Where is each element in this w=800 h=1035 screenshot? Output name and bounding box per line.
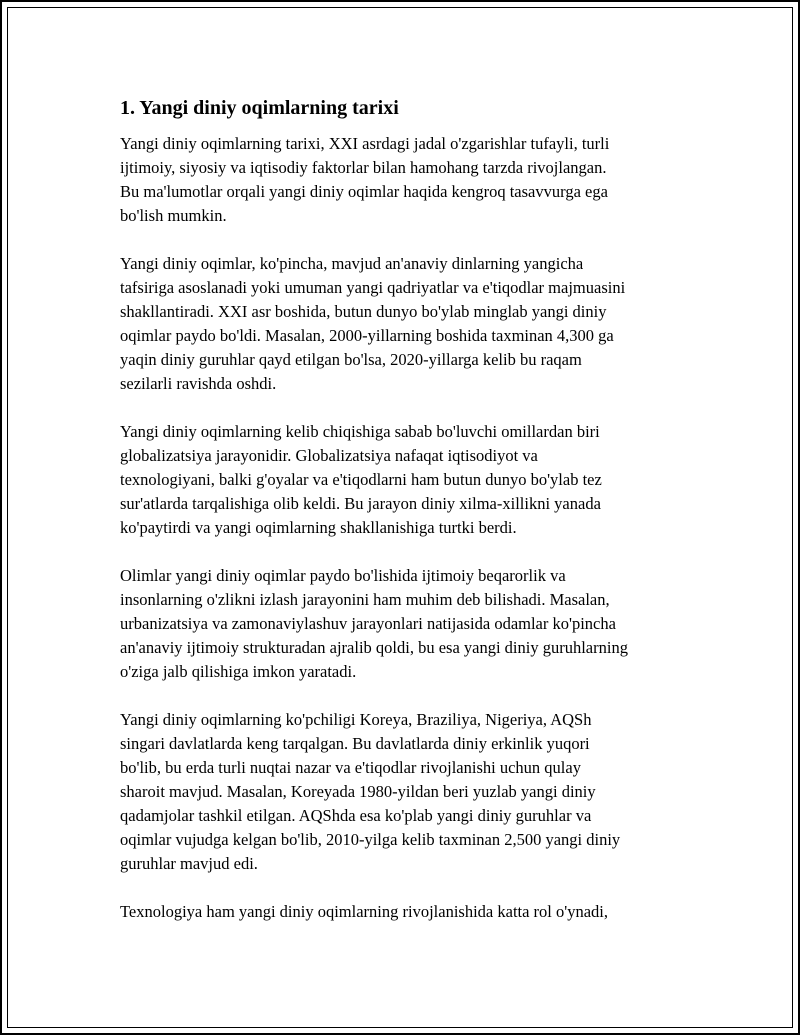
text-line: oqimlar vujudga kelgan bo'lib, 2010-yilga kelib taxminan 2,500 yangi diniy — [120, 830, 621, 849]
text-line: bo'lib, bu erda turli nuqtai nazar va e'tiqodlar rivojlanishi uchun qulay — [120, 758, 581, 777]
text-line: an'anaviy ijtimoiy strukturadan ajralib qoldi, bu esa yangi diniy guruhlarning — [120, 638, 628, 657]
paragraph-2 — [120, 252, 700, 396]
text-line: shakllantiradi. XXI asr boshida, butun dunyo bo'ylab minglab yangi diniy — [120, 302, 607, 321]
text-line: sezilarli ravishda oshdi. — [120, 374, 277, 393]
text-line: tafsiriga asoslanadi yoki umuman yangi qadriyatlar va e'tiqodlar majmuasini — [120, 278, 626, 297]
text-line: Yangi diniy oqimlarning kelib chiqishiga sabab bo'luvchi omillardan biri — [120, 422, 600, 441]
text-line: sharoit mavjud. Masalan, Koreyada 1980-yildan beri yuzlab yangi diniy — [120, 782, 596, 801]
text-line: ko'paytirdi va yangi oqimlarning shakllanishiga turtki berdi. — [120, 518, 517, 537]
text-line: yaqin diniy guruhlar qayd etilgan bo'lsa, 2020-yillarga kelib bu raqam — [120, 350, 582, 369]
text-line: insonlarning o'zlikni izlash jarayonini ham muhim deb bilishadi. Masalan, — [120, 590, 610, 609]
text-line: bo'lish mumkin. — [120, 206, 227, 225]
text-line: singari davlatlarda keng tarqalgan. Bu davlatlarda diniy erkinlik yuqori — [120, 734, 590, 753]
text-line: o'ziga jalb qilishiga imkon yaratadi. — [120, 662, 357, 681]
text-line: Bu ma'lumotlar orqali yangi diniy oqimlar haqida kengroq tasavvurga ega — [120, 182, 608, 201]
paragraph-4 — [120, 564, 700, 684]
section-heading: 1. Yangi diniy oqimlarning tarixi — [120, 97, 399, 119]
text-line: texnologiyani, balki g'oyalar va e'tiqodlarni ham butun dunyo bo'ylab tez — [120, 470, 602, 489]
document-body — [120, 94, 700, 948]
text-line: sur'atlarda tarqalishiga olib keldi. Bu jarayon diniy xilma-xillikni yanada — [120, 494, 601, 513]
text-line: Yangi diniy oqimlarning ko'pchiligi Koreya, Braziliya, Nigeriya, AQSh — [120, 710, 592, 729]
text-line: ijtimoiy, siyosiy va iqtisodiy faktorlar bilan hamohang tarzda rivojlangan. — [120, 158, 607, 177]
text-line: Olimlar yangi diniy oqimlar paydo bo'lishida ijtimoiy beqarorlik va — [120, 566, 566, 585]
text-line: guruhlar mavjud edi. — [120, 854, 258, 873]
text-line: Texnologiya ham yangi diniy oqimlarning rivojlanishida katta rol o'ynadi, — [120, 902, 609, 921]
paragraph-1 — [120, 132, 700, 228]
text-line: qadamjolar tashkil etilgan. AQShda esa ko'plab yangi diniy guruhlar va — [120, 806, 592, 825]
paragraph-5 — [120, 708, 700, 876]
text-line: globalizatsiya jarayonidir. Globalizatsiya nafaqat iqtisodiyot va — [120, 446, 538, 465]
text-line: Yangi diniy oqimlarning tarixi, XXI asrdagi jadal o'zgarishlar tufayli, turli — [120, 134, 610, 153]
paragraph-6 — [120, 900, 700, 924]
text-line: Yangi diniy oqimlar, ko'pincha, mavjud an'anaviy dinlarning yangicha — [120, 254, 584, 273]
paragraph-3 — [120, 420, 700, 540]
text-line: oqimlar paydo bo'ldi. Masalan, 2000-yillarning boshida taxminan 4,300 ga — [120, 326, 614, 345]
text-line: urbanizatsiya va zamonaviylashuv jarayonlari natijasida odamlar ko'pincha — [120, 614, 616, 633]
